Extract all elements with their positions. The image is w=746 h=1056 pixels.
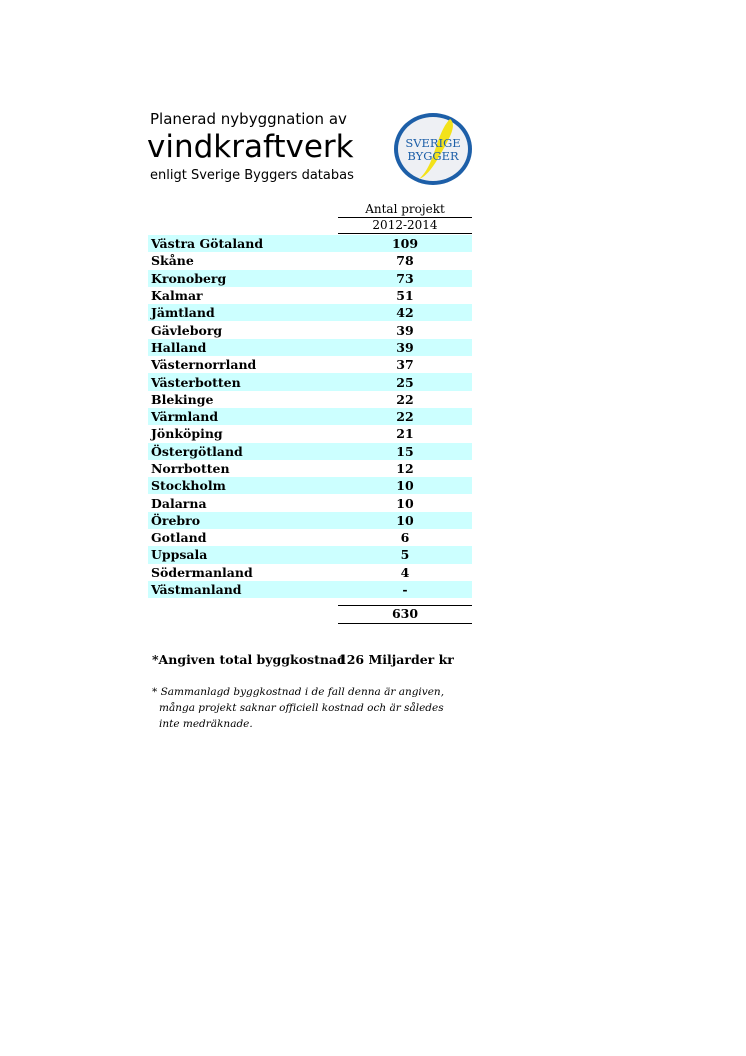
- project-count: 21: [396, 426, 414, 442]
- county-name: Östergötland: [151, 443, 243, 459]
- table-row: [148, 512, 472, 529]
- county-name: Jönköping: [151, 426, 223, 442]
- project-count: 6: [400, 530, 410, 546]
- total-cost-line: [152, 652, 454, 668]
- table-row: [148, 235, 472, 252]
- table-row: [148, 581, 472, 598]
- project-count: 10: [396, 478, 414, 494]
- county-name: Södermanland: [151, 564, 253, 580]
- project-count: 22: [396, 409, 414, 425]
- county-name: Kalmar: [151, 288, 203, 304]
- county-name: Örebro: [151, 512, 201, 528]
- county-name: Stockholm: [151, 478, 226, 494]
- county-name: Uppsala: [151, 547, 208, 563]
- project-count: 10: [396, 495, 414, 511]
- cost-label: *Angiven total byggkostnad: [152, 652, 346, 667]
- table-row: [148, 529, 472, 546]
- table-row: [148, 408, 472, 425]
- footnote-line-1: * Sammanlagd byggkostnad i de fall denna är angiven,: [152, 686, 445, 698]
- project-count: 37: [396, 357, 414, 373]
- table-row: [148, 425, 472, 442]
- table-row: [148, 356, 472, 373]
- sverige-bygger-logo: [392, 111, 474, 187]
- table-row: [148, 494, 472, 511]
- county-name: Dalarna: [151, 495, 207, 511]
- project-count: 5: [400, 547, 410, 563]
- project-count: 22: [396, 391, 414, 407]
- total-value: 630: [391, 606, 419, 622]
- table-row: [148, 546, 472, 563]
- county-name: Västra Götaland: [151, 236, 264, 252]
- project-count: 39: [396, 339, 414, 355]
- county-name: Blekinge: [151, 391, 214, 407]
- table-row: [148, 443, 472, 460]
- total-row: [148, 598, 472, 624]
- table-header: [148, 201, 472, 235]
- table-row: [148, 564, 472, 581]
- county-name: Skåne: [151, 253, 194, 269]
- project-count: -: [402, 582, 408, 598]
- county-table: [148, 201, 472, 624]
- county-name: Halland: [151, 339, 207, 355]
- footnote: [152, 684, 472, 732]
- county-name: Jämtland: [151, 305, 215, 321]
- table-row: [148, 252, 472, 269]
- project-count: 78: [396, 253, 414, 269]
- table-row: [148, 270, 472, 287]
- project-count: 25: [396, 374, 414, 390]
- footnote-line-3: inte medräknade.: [159, 718, 253, 730]
- county-name: Västerbotten: [151, 374, 241, 390]
- county-name: Norrbotten: [151, 461, 230, 476]
- page-title: vindkraftverk: [147, 129, 354, 165]
- table-row: [148, 321, 472, 338]
- project-count: 10: [396, 512, 414, 528]
- header-rule-bottom: [338, 233, 472, 234]
- table-row: [148, 339, 472, 356]
- subtitle: enligt Sverige Byggers databas: [150, 168, 354, 183]
- logo-text-bottom: BYGGER: [407, 149, 459, 163]
- county-name: Värmland: [151, 409, 219, 425]
- project-count: 73: [396, 270, 414, 286]
- total-rule-bottom: [338, 623, 472, 624]
- table-body: [148, 235, 472, 598]
- table-row: [148, 391, 472, 408]
- column-header-period: 2012-2014: [372, 218, 438, 232]
- logo-text-top: SVERIGE: [405, 136, 461, 150]
- table-row: [148, 304, 472, 321]
- table-row: [148, 460, 472, 477]
- county-name: Västernorrland: [151, 357, 257, 373]
- table-row: [148, 287, 472, 304]
- table-row: [148, 477, 472, 494]
- county-name: Gävleborg: [151, 322, 223, 338]
- title-line-1: Planerad nybyggnation av: [150, 110, 347, 128]
- county-name: Kronoberg: [151, 270, 227, 286]
- cost-value: 126 Miljarder kr: [338, 652, 454, 667]
- project-count: 15: [396, 443, 414, 459]
- county-name: Västmanland: [151, 582, 242, 598]
- project-count: 12: [396, 461, 414, 476]
- project-count: 109: [391, 236, 419, 252]
- project-count: 51: [396, 288, 414, 304]
- table-row: [148, 373, 472, 390]
- project-count: 4: [400, 564, 410, 580]
- footnote-line-2: många projekt saknar officiell kostnad och är således: [159, 702, 444, 714]
- county-name: Gotland: [151, 530, 207, 546]
- project-count: 39: [396, 322, 414, 338]
- column-header-label: Antal projekt: [365, 202, 445, 216]
- project-count: 42: [396, 305, 414, 321]
